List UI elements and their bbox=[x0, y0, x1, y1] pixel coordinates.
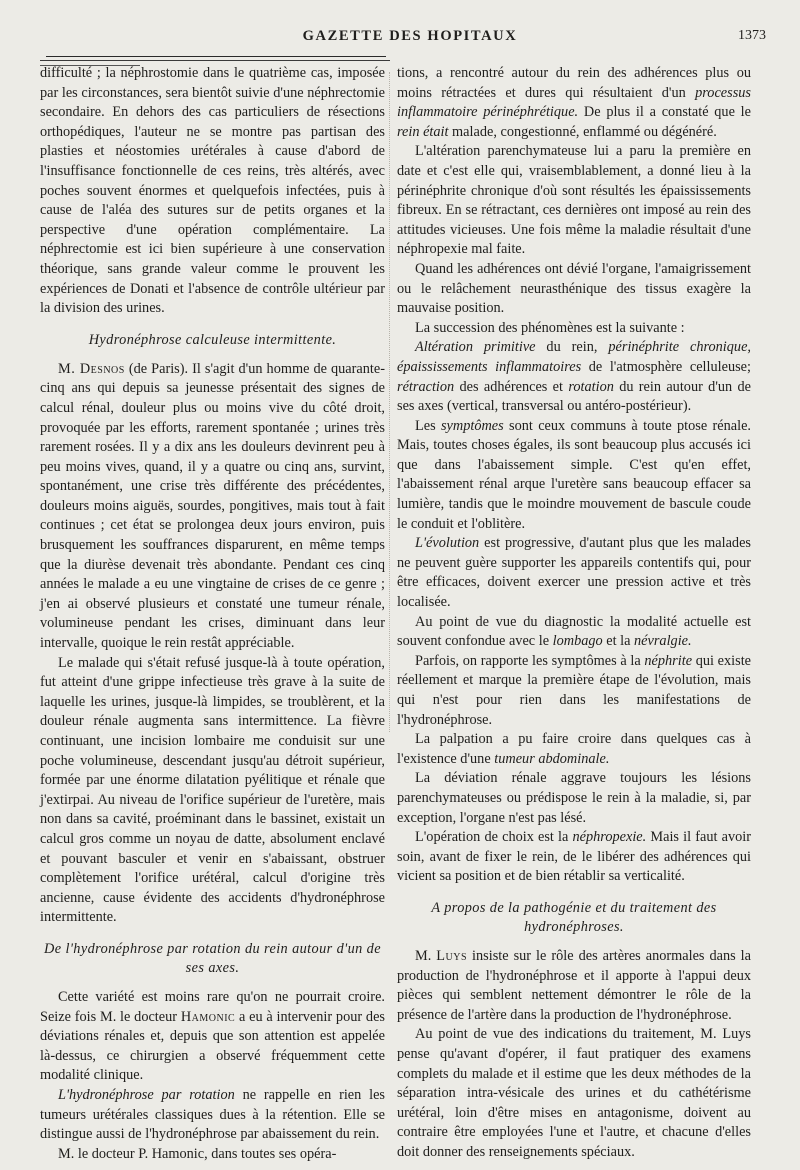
author-name: Hamonic bbox=[180, 1008, 236, 1025]
author-name: Luys bbox=[436, 947, 468, 964]
column-separator bbox=[389, 72, 390, 732]
right-column bbox=[397, 64, 751, 1162]
paragraph: Les symptômes sont ceux communs à toute ptose rénale. Mais, toutes choses égales, ils sont beaucoup plus accusés ici que dans l'abaissement simple. C'est qu'en effet, l'abaissement rénal arque l'uretère sans beaucoup effacer sa lumière, tandis que le moindre mouvement de bascule coude le conduit et l'oblitère. bbox=[397, 417, 751, 532]
page-header bbox=[60, 28, 766, 52]
paragraph: La palpation a pu faire croire dans quelques cas à l'existence d'une tumeur abdominale. bbox=[397, 731, 751, 767]
paragraph: difficulté ; la néphrostomie dans le quatrième cas, imposée par les circonstances, sera bientôt suivie d'une néphrectomie secondaire. En dehors des cas particuliers de résections orthopédiques, l'auteur ne se montre pas partisan des plasties et néostomies urétérales à cause d'abord de l'insuffisance fonctionnelle de ces reins, très altérés, avec poches souvent énormes et quelquefois infectées, puis à cause de l'aléa des sutures sur de petits organes et la perspective d'une opération complémentaire. La néphrectomie est ici bien supérieure à une conservation théorique, sans grande valeur comme le prouvent les expériences de Donati et l'absence de contrôle ultérieur par la division des urines. bbox=[40, 65, 385, 317]
paragraph: Au point de vue du diagnostic la modalité actuelle est souvent confondue avec le lombago et la névralgie. bbox=[397, 613, 751, 650]
paragraph: Le malade qui s'était refusé jusque-là à toute opération, fut atteint d'une grippe infectieuse très grave à la suite de laquelle les urines, jusque-là limpides, se troublèrent, et la douleur rénale augmenta sans intermittence. La fièvre continuant, une incision lombaire me conduisit sur une poche volumineuse, descendant jusqu'au détroit supérieur, formée par une énorme dilatation pyélitique et rénale que j'extirpai. Au niveau de l'orifice supérieur de l'uretère, mais non dans sa cavité, proéminant dans le bassinet, existait un calcul gros comme un noyau de datte, absolument enclavé et pouvant basculer et venir en s'abaissant, obstruer complètement l'orifice urétéral, calcul d'origine très ancienne, cause évidente des accidents d'hydronéphrose intermittente. bbox=[40, 654, 385, 926]
journal-title: GAZETTE DES HOPITAUX bbox=[302, 28, 518, 44]
header-rule bbox=[46, 56, 386, 57]
header-rule bbox=[40, 60, 390, 61]
section-heading: De l'hydronéphrose par rotation du rein autour d'un de ses axes. bbox=[44, 940, 381, 976]
left-column bbox=[40, 64, 385, 1164]
section-heading: Hydronéphrose calculeuse intermittente. bbox=[88, 331, 337, 348]
paragraph: Quand les adhérences ont dévié l'organe, l'amaigrissement ou le relâchement neurasthénique des tissus exagère la mauvaise position. bbox=[397, 260, 751, 317]
author-name: M. Desnos bbox=[58, 360, 125, 377]
paragraph: Cette variété est moins rare qu'on ne pourrait croire. Seize fois M. le docteur Hamonic a eu à intervenir pour des déviations rénales et, depuis que son attention est appelée là-dessus, ce chirurgien a observé fréquemment cette modalité clinique. bbox=[40, 988, 385, 1084]
paragraph: Parfois, on rapporte les symptômes à la néphrite qui existe réellement et marque la première étape de l'évolution, mais qui n'est pour rien dans les manifestations de l'hydronéphrose. bbox=[397, 652, 752, 728]
paragraph: L'opération de choix est la néphropexie. Mais il faut avoir soin, avant de fixer le rein, de le libérer des adhérences qui vicient sa position et de bien rétablir sa verticalité. bbox=[397, 829, 751, 885]
paragraph: L'évolution est progressive, d'autant plus que les malades ne peuvent guère supporter les appareils contentifs qui, pour être efficaces, doivent exercer une pression active et très localisée. bbox=[397, 535, 751, 611]
paragraph: tions, a rencontré autour du rein des adhérences plus ou moins rétractées et dures qui résultaient d'un processus inflammatoire périnéphrétique. De plus il a constaté que le rein était malade, congestionné, enflammé ou dégénéré. bbox=[397, 65, 751, 140]
paragraph: Au point de vue des indications du traitement, M. Luys pense qu'avant d'opérer, il faut pratiquer des examens complets du malade et il estime que les deux méthodes de la séparation intra-vésicale des urines et du cathétérisme urétéral, loin d'être mises en antagonisme, doivent au contraire être employées l'une et l'autre, et chacune d'elles doit donner des renseignements spéciaux. bbox=[397, 1026, 751, 1160]
paragraph: L'hydronéphrose par rotation ne rappelle en rien les tumeurs urétérales classiques dues à la rétention. Elle se distingue aussi de l'hydronéphrose par abaissement du rein. bbox=[40, 1086, 385, 1143]
paragraph: M. le docteur P. Hamonic, dans toutes ses opéra- bbox=[58, 1145, 337, 1162]
paragraph: Altération primitive du rein, périnéphrite chronique, épaississements inflammatoires de l'atmosphère celluleuse; rétraction des adhérences et rotation du rein autour d'un de ses axes (vertical, transversal ou antéro-postérieur). bbox=[397, 339, 752, 415]
paragraph: La succession des phénomènes est la suivante : bbox=[415, 319, 685, 336]
section-heading: A propos de la pathogénie et du traitement des hydronéphroses. bbox=[431, 899, 717, 935]
paragraph: L'altération parenchymateuse lui a paru la première en date et c'est elle qui, vraisemblablement, a donné lieu à la périnéphrite chronique d'où sont résultés les épaississements fibreux. En se rétractant, ces dernières ont imposé au rein des attitudes vicieuses. Une fois même la maladie résultait d'une néphropexie mal faite. bbox=[397, 143, 751, 258]
paragraph: La déviation rénale aggrave toujours les lésions parenchymateuses ou prédispose le rein à la maladie, si, par exception, l'organe n'est pas lésé. bbox=[397, 770, 751, 826]
page-number: 1373 bbox=[738, 28, 766, 43]
paragraph: M. Desnos (de Paris). Il s'agit d'un homme de quarante-cinq ans qui depuis sa jeunesse présentait des signes de calcul rénal, douleur plus ou moins vive du côté droit, provoquée par les efforts, rarement spontanée ; urines très rarement rosées. Il y a dix ans les douleurs devinrent peu à peu moins vives, quand, il y a quatre ou cinq ans, survint, spontanément, une crise très différente des précédentes, douleurs moins aiguës, sourdes, pongitives, mais tout à fait continues ; cet état se prolongea deux jours environ, puis brusquement les souffrances disparurent, en même temps que la diurèse devenait très abondante. Pendant ces cinq années le malade a eu une vingtaine de crises de ce genre ; j'en ai observé plusieurs et constaté une tumeur rénale, volumineuse pendant les crises, diminuant dans leur intervalle, quoique le rein restât appréciable. bbox=[40, 360, 385, 652]
paragraph: M. Luys insiste sur le rôle des artères anormales dans la production de l'hydronéphrose et il apporte à l'appui deux pièces qui semblent nettement démontrer le rôle de la présence de l'artère dans la production de l'hydronéphrose. bbox=[397, 947, 751, 1023]
